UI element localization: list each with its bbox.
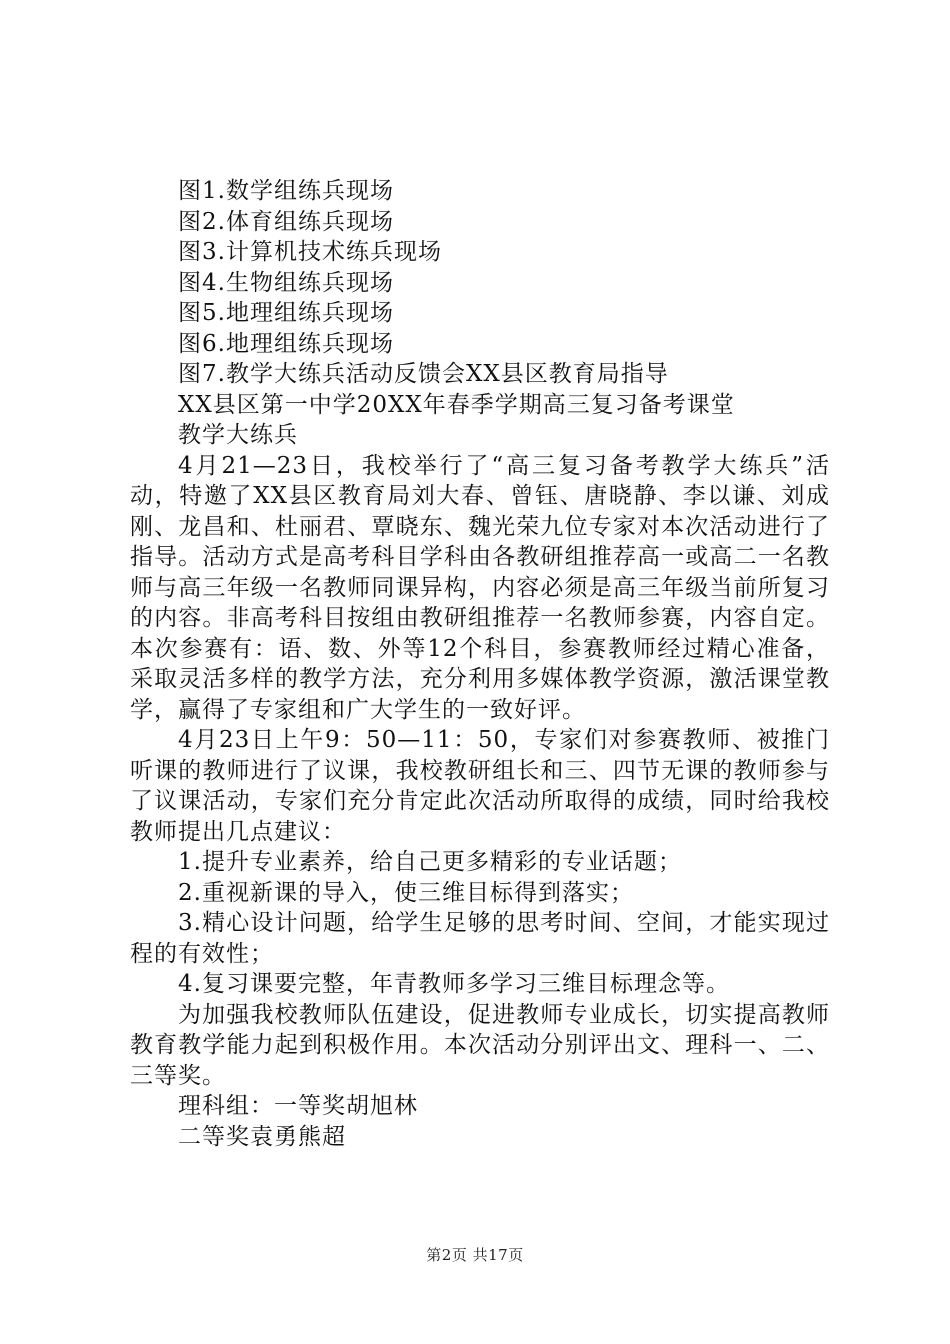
figure-caption-5: 图5.地理组练兵现场 <box>178 300 394 326</box>
suggestion-1: 1.提升专业素养，给自己更多精彩的专业话题； <box>178 849 682 875</box>
suggestion-4: 4.复习课要完整，年青教师多学习三维目标理念等。 <box>178 971 730 997</box>
heading-line-1: XX县区第一中学20XX年春季学期高三复习备考课堂 <box>178 391 735 418</box>
heading-line-2: 教学大练兵 <box>178 422 298 448</box>
figure-caption-2: 图2.体育组练兵现场 <box>178 208 394 235</box>
figure-caption-4: 图4.生物组练兵现场 <box>178 269 394 296</box>
paragraph-activity: 4月21—23日，我校举行了“高三复习备考教学大练兵”活动，特邀了XX县区教育局刘大春、曾钰、唐晓静、李以谦、刘成刚、龙昌和、杜丽君、覃晓东、魏光荣九位专家对本次活动进行了指导。活动方式是高考科目学科由各教研组推荐高一或高二一名教师与高三年级一名教师同课异构，内容必须是高三年级当前所复习的内容。非高考科目按组由教研组推荐一名教师参赛，内容自定。本次参赛有：语、数、外等12个科目，参赛教师经过精心准备，采取灵活多样的教学方法，充分利用多媒体教学资源，激活课堂教学，赢得了专家组和广大学生的一致好评。 <box>130 452 830 723</box>
document-body <box>130 176 830 1152</box>
figure-caption-6: 图6.地理组练兵现场 <box>178 330 394 357</box>
award-line-1: 理科组：一等奖胡旭林 <box>178 1093 418 1119</box>
figure-caption-3: 图3.计算机技术练兵现场 <box>178 239 442 265</box>
figure-caption-1: 图1.数学组练兵现场 <box>178 178 394 204</box>
suggestion-2: 2.重视新课的导入，使三维目标得到落实； <box>178 879 634 906</box>
figure-caption-7: 图7.教学大练兵活动反馈会XX县区教育局指导 <box>178 361 669 387</box>
page-footer: 第2页 共17页 <box>426 1246 524 1264</box>
suggestion-3: 3.精心设计问题，给学生足够的思考时间、空间，才能实现过程的有效性； <box>130 910 830 967</box>
paragraph-review: 4月23日上午9：50—11：50，专家们对参赛教师、被推门听课的教师进行了议课，我校教研组长和三、四节无课的教师参与了议课活动，专家们充分肯定此次活动所取得的成绩，同时给我校教师提出几点建议： <box>130 727 830 845</box>
award-line-2: 二等奖袁勇熊超 <box>178 1123 346 1150</box>
paragraph-conclusion: 为加强我校教师队伍建设，促进教师专业成长，切实提高教师教育教学能力起到积极作用。本次活动分别评出文、理科一、二、三等奖。 <box>130 1001 830 1089</box>
